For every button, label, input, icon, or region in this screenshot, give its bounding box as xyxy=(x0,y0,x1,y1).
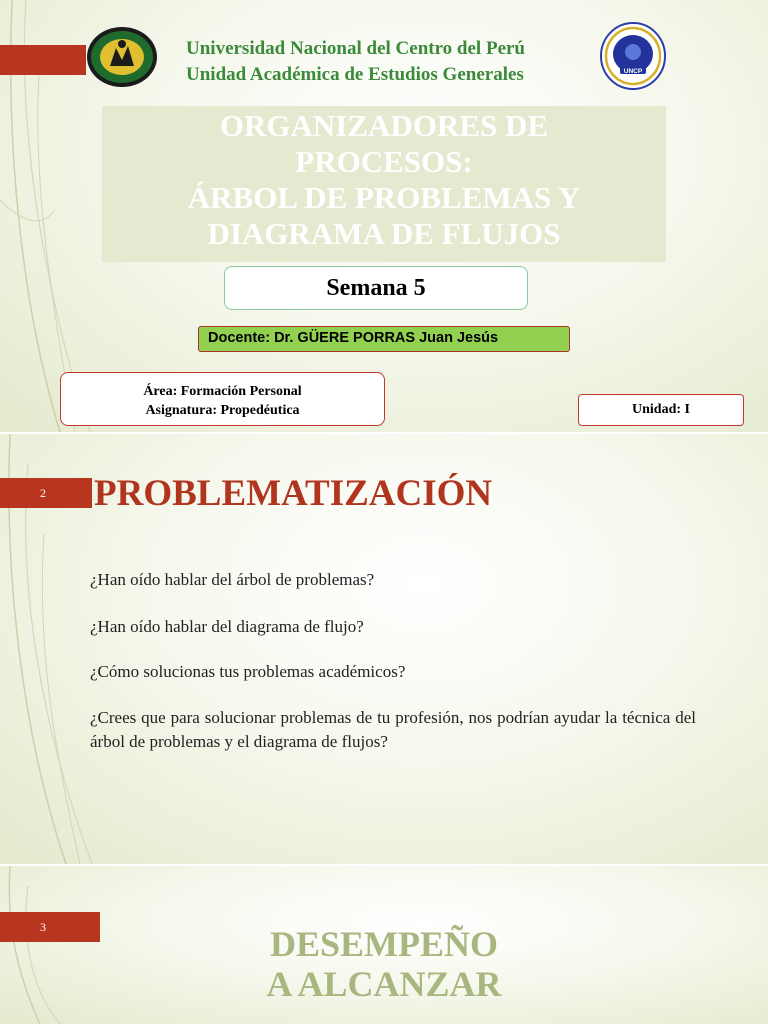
question-2: ¿Han oído hablar del diagrama de flujo? xyxy=(90,617,364,636)
subject-label: Asignatura: Propedéutica xyxy=(145,403,300,418)
title-marker-tab xyxy=(0,45,86,75)
uncp-logo xyxy=(600,22,666,94)
question-1: ¿Han oído hablar del árbol de problemas? xyxy=(90,570,375,589)
uncp-logo-text: UNCP xyxy=(623,68,643,75)
title-line-3: ÁRBOL DE PROBLEMAS Y xyxy=(187,180,581,215)
question-4: ¿Crees que para solucionar problemas de tu profesión, nos podrían ayudar la técnica del árbol de problemas y el diagrama de flujos? xyxy=(90,708,696,751)
section-heading xyxy=(0,924,768,1004)
question-3: ¿Cómo solucionas tus problemas académicos? xyxy=(90,662,406,681)
teacher-label: Docente: Dr. GÜERE PORRAS Juan Jesús xyxy=(198,326,570,352)
area-label: Área: Formación Personal xyxy=(143,384,302,399)
slide-title xyxy=(102,106,666,252)
slide-number-tab: 3 xyxy=(0,912,100,942)
slide-number-tab: 2 xyxy=(0,478,92,508)
unit-label: Unidad: I xyxy=(578,394,744,426)
university-seal-logo xyxy=(86,26,158,88)
title-box xyxy=(102,106,666,262)
heading-line-1: DESEMPEÑO xyxy=(269,924,499,964)
slide-1 xyxy=(0,0,768,432)
heading-line-2: A ALCANZAR xyxy=(266,964,502,1004)
title-line-2: PROCESOS: xyxy=(295,144,473,179)
title-line-4: DIAGRAMA DE FLUJOS xyxy=(207,216,561,251)
slide-3 xyxy=(0,866,768,1024)
slide-2 xyxy=(0,434,768,864)
course-info-box xyxy=(60,372,385,426)
section-heading: PROBLEMATIZACIÓN xyxy=(94,473,493,514)
week-label: Semana 5 xyxy=(224,266,528,310)
title-line-1: ORGANIZADORES DE xyxy=(219,108,549,143)
academic-unit-name: Unidad Académica de Estudios Generales xyxy=(186,64,524,85)
university-name: Universidad Nacional del Centro del Perú xyxy=(186,38,526,59)
